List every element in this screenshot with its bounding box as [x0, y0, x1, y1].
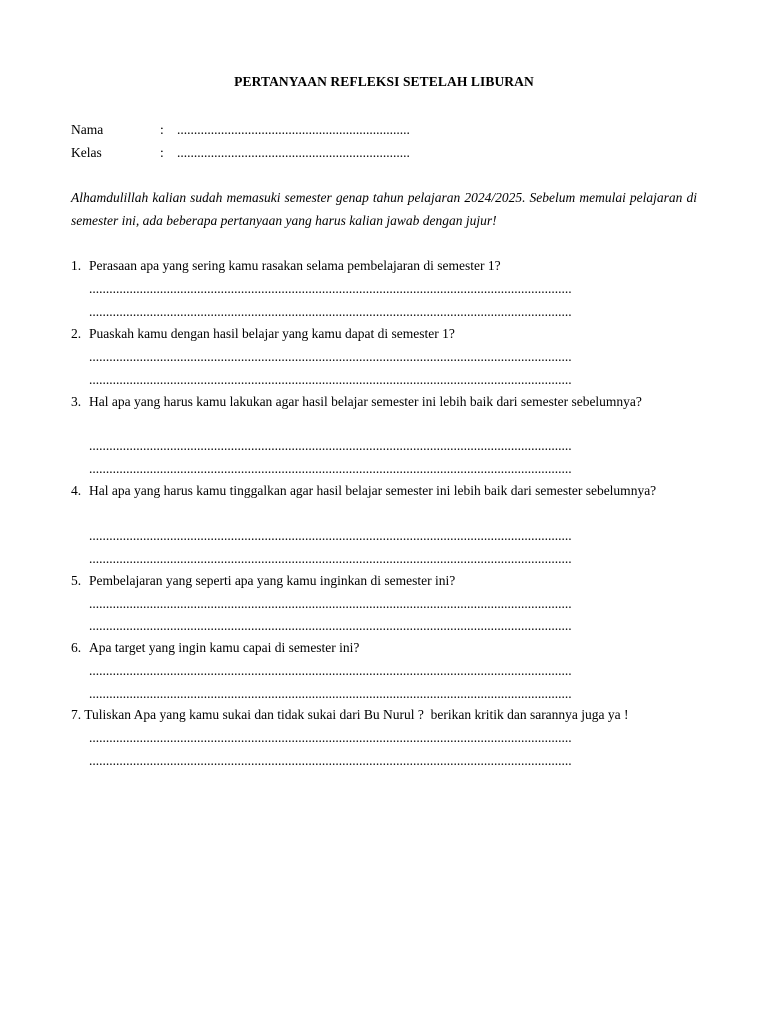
answer-line[interactable]: ...............................................................................................................................................	[89, 461, 572, 476]
class-label: Kelas	[71, 145, 102, 160]
question-number: 2.	[71, 326, 82, 341]
question-6	[71, 636, 697, 659]
answer-line[interactable]: ...............................................................................................................................................	[89, 349, 572, 364]
question-4	[71, 479, 697, 502]
answer-line[interactable]: ...............................................................................................................................................	[89, 551, 572, 566]
question-7	[71, 703, 697, 726]
answer-line[interactable]: ...............................................................................................................................................	[89, 663, 572, 678]
question-number: 5.	[71, 573, 82, 588]
answer-line[interactable]: ...............................................................................................................................................	[89, 730, 572, 745]
question-5	[71, 569, 697, 592]
class-blank[interactable]: .....................................................................	[177, 145, 410, 160]
question-number: 4.	[71, 483, 82, 498]
question-1	[71, 254, 697, 277]
question-number: 3.	[71, 394, 82, 409]
answer-line[interactable]: ...............................................................................................................................................	[89, 438, 572, 453]
name-blank[interactable]: .....................................................................	[177, 122, 410, 137]
answer-line[interactable]: ...............................................................................................................................................	[89, 528, 572, 543]
question-number: 6.	[71, 640, 82, 655]
intro-paragraph: Alhamdulillah kalian sudah memasuki semester genap tahun pelajaran 2024/2025. Sebelum memulai pelajaran di semester ini, ada beberapa pertanyaan yang harus kalian jawab dengan jujur!	[71, 190, 697, 228]
answer-line[interactable]: ...............................................................................................................................................	[89, 281, 572, 296]
question-3	[71, 390, 697, 413]
answer-line[interactable]: ...............................................................................................................................................	[89, 618, 572, 633]
question-text: Tuliskan Apa yang kamu sukai dan tidak sukai dari Bu Nurul ? berikan kritik dan sarannya juga ya !	[84, 707, 629, 722]
question-number: 7.	[71, 707, 82, 722]
answer-line[interactable]: ...............................................................................................................................................	[89, 596, 572, 611]
question-text: Puaskah kamu dengan hasil belajar yang kamu dapat di semester 1?	[89, 326, 455, 341]
question-2	[71, 322, 697, 345]
answer-line[interactable]: ...............................................................................................................................................	[89, 372, 572, 387]
question-text: Hal apa yang harus kamu lakukan agar hasil belajar semester ini lebih baik dari semester sebelumnya?	[89, 394, 642, 409]
question-text: Perasaan apa yang sering kamu rasakan selama pembelajaran di semester 1?	[89, 258, 501, 273]
question-text: Pembelajaran yang seperti apa yang kamu inginkan di semester ini?	[89, 573, 456, 588]
answer-line[interactable]: ...............................................................................................................................................	[89, 753, 572, 768]
question-number: 1.	[71, 258, 82, 273]
question-text: Apa target yang ingin kamu capai di semester ini?	[89, 640, 360, 655]
class-colon: :	[160, 145, 164, 160]
name-colon: :	[160, 122, 164, 137]
name-label: Nama	[71, 122, 104, 137]
answer-line[interactable]: ...............................................................................................................................................	[89, 686, 572, 701]
page-title: PERTANYAAN REFLEKSI SETELAH LIBURAN	[234, 74, 534, 89]
question-text: Hal apa yang harus kamu tinggalkan agar hasil belajar semester ini lebih baik dari semester sebelumnya?	[89, 483, 657, 498]
answer-line[interactable]: ...............................................................................................................................................	[89, 304, 572, 319]
